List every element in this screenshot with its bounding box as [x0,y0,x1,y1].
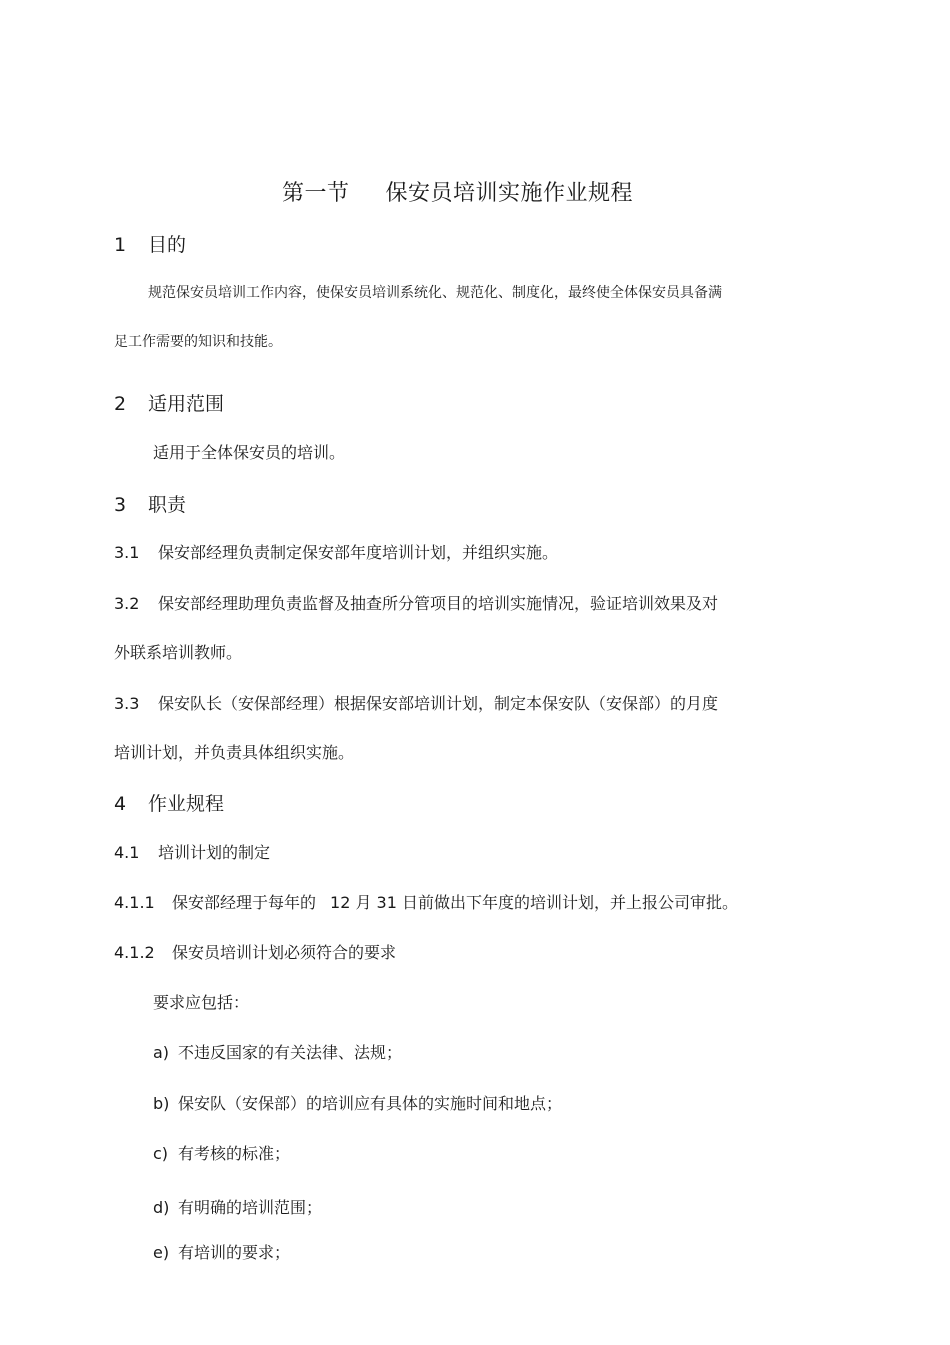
section-1-heading: 1 目的 [114,234,187,256]
item-3-2-line2: 外联系培训教师。 [114,643,243,662]
item-4-1-2: 4.1.2 保安员培训计划必须符合的要求 [114,943,397,962]
requirement-d: d) 有明确的培训范围； [153,1198,323,1217]
item-3-3-line2: 培训计划，并负责具体组织实施。 [114,743,355,762]
section-4-heading: 4 作业规程 [114,793,225,815]
requirement-e: e) 有培训的要求； [153,1243,291,1262]
requirement-c: c) 有考核的标准； [153,1144,291,1163]
section-2-body: 适用于全体保安员的培训。 [153,443,346,462]
item-3-3-line1: 3.3 保安队长（安保部经理）根据保安部培训计划，制定本保安队（安保部）的月度 [114,694,719,713]
requirements-intro: 要求应包括： [153,993,250,1012]
item-3-1: 3.1 保安部经理负责制定保安部年度培训计划，并组织实施。 [114,543,559,562]
section-1-body-line2: 足工作需要的知识和技能。 [114,334,282,350]
section-1-body-line1: 规范保安员培训工作内容，使保安员培训系统化、规范化、制度化，最终使全体保安员具备满 [148,285,722,301]
section-3-heading: 3 职责 [114,494,187,516]
requirement-b: b) 保安队（安保部）的培训应有具体的实施时间和地点； [153,1094,563,1113]
title-section: 第一节 [282,181,350,206]
requirement-a: a) 不违反国家的有关法律、法规； [153,1043,403,1062]
item-4-1: 4.1 培训计划的制定 [114,843,271,862]
item-3-2-line1: 3.2 保安部经理助理负责监督及抽查所分管项目的培训实施情况，验证培训效果及对 [114,594,719,613]
section-2-heading: 2 适用范围 [114,393,225,415]
title-main: 保安员培训实施作业规程 [385,181,634,206]
page-title [282,176,633,207]
item-4-1-1: 4.1.1 保安部经理于每年的 12 月 31 日前做出下年度的培训计划，并上报公司审批。 [114,893,738,912]
